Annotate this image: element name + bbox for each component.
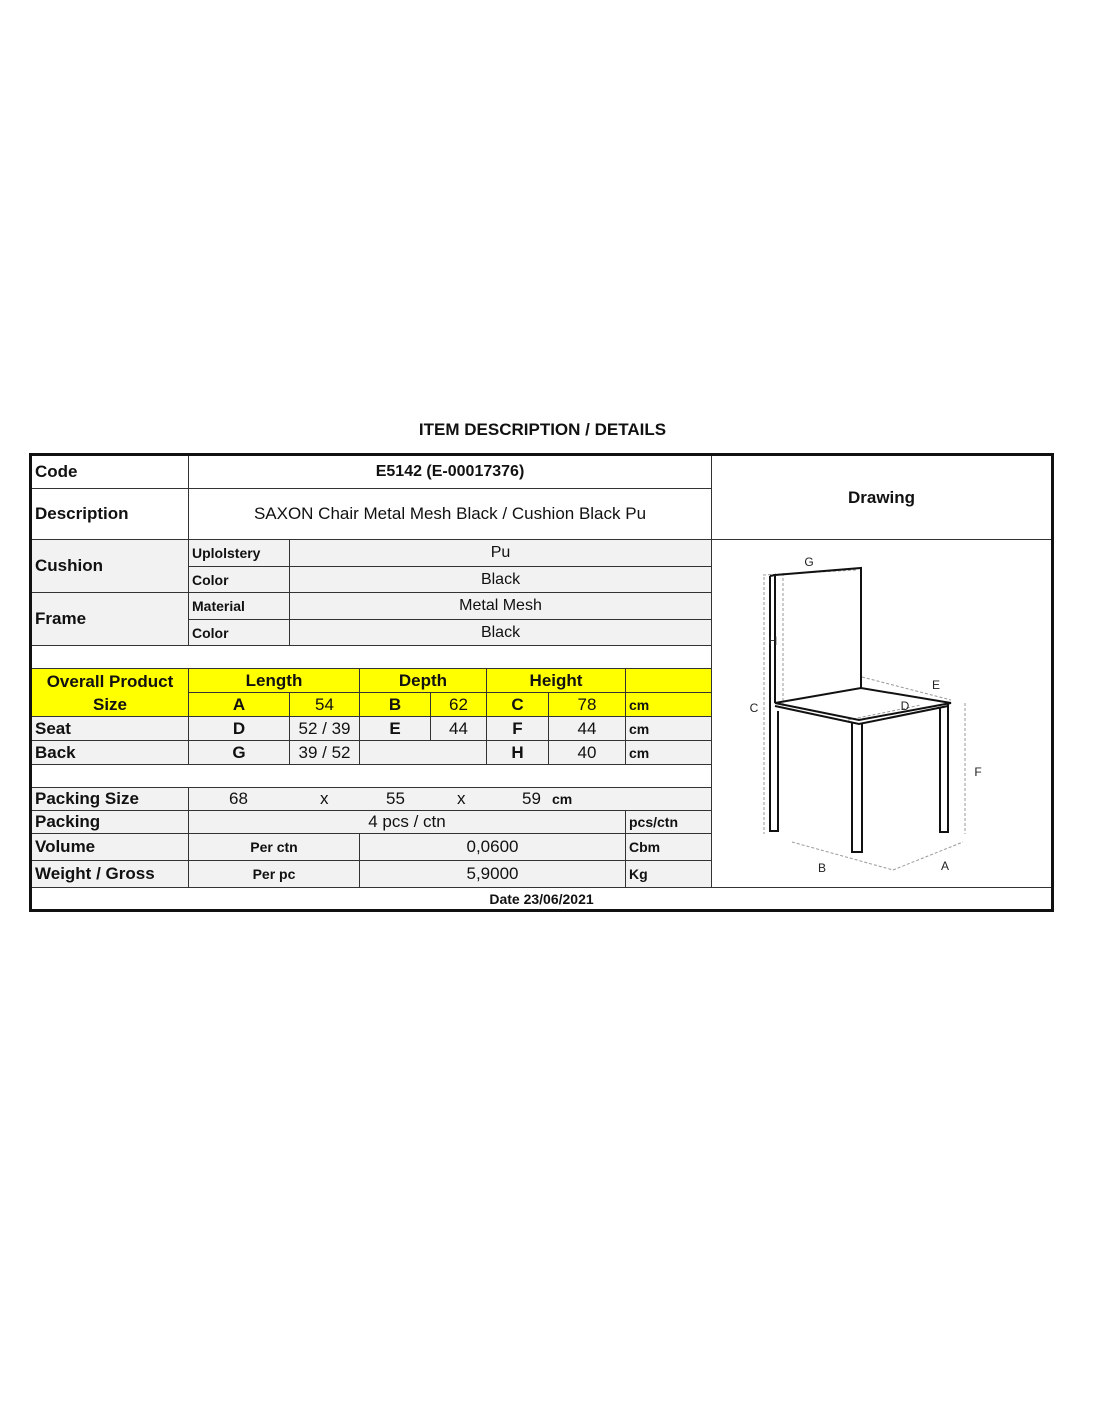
spacer-row-2 — [32, 765, 712, 788]
code-value: E5142 (E-00017376) — [189, 456, 712, 489]
overall-height-value: 78 — [549, 693, 626, 717]
overall-size-label-line2: Size — [92, 694, 128, 714]
overall-depth-key: B — [360, 693, 431, 717]
volume-unit: Cbm — [626, 834, 712, 861]
back-height-value: 40 — [549, 741, 626, 765]
drawing-label-d: D — [900, 699, 910, 713]
date-footer: Date 23/06/2021 — [489, 890, 594, 907]
seat-depth-value: 44 — [431, 717, 487, 741]
back-height-key: H — [487, 741, 549, 765]
drawing-label-a: A — [940, 859, 950, 873]
frame-material-key: Material — [189, 593, 290, 620]
cushion-color-value: Black — [290, 567, 712, 593]
packing-x2: x — [457, 789, 466, 808]
frame-label: Frame — [32, 593, 189, 646]
dim-line-a — [893, 842, 963, 870]
chair-drawing — [712, 540, 1051, 888]
overall-unit: cm — [626, 693, 712, 717]
weight-unit: Kg — [626, 861, 712, 888]
packing-x1: x — [320, 789, 329, 808]
height-header: Height — [487, 669, 626, 693]
frame-color-value: Black — [290, 620, 712, 646]
weight-value: 5,9000 — [360, 861, 626, 888]
overall-size-label — [32, 669, 189, 717]
packing-label: Packing — [32, 811, 189, 834]
document-title: ITEM DESCRIPTION / DETAILS — [418, 420, 667, 439]
overall-depth-value: 62 — [431, 693, 487, 717]
drawing-label-g: G — [804, 555, 814, 569]
overall-length-key: A — [189, 693, 290, 717]
depth-header: Depth — [360, 669, 487, 693]
seat-unit: cm — [626, 717, 712, 741]
frame-material-value: Metal Mesh — [290, 593, 712, 620]
cushion-upholstery-key: Uplolstery — [189, 540, 290, 567]
seat-depth-key: E — [360, 717, 431, 741]
volume-label: Volume — [32, 834, 189, 861]
drawing-label-e: E — [931, 678, 941, 692]
cushion-upholstery-value: Pu — [290, 540, 712, 567]
packing-value: 4 pcs / ctn — [189, 811, 626, 834]
drawing-label-f: F — [974, 765, 982, 779]
spacer-row — [32, 646, 712, 669]
packing-height: 59 — [522, 789, 541, 808]
overall-height-key: C — [487, 693, 549, 717]
back-length-key: G — [189, 741, 290, 765]
item-details-table — [29, 453, 1054, 912]
drawing-header: Drawing — [712, 456, 1051, 540]
cushion-label: Cushion — [32, 540, 189, 593]
volume-value: 0,0600 — [360, 834, 626, 861]
description-label: Description — [32, 489, 189, 540]
back-unit: cm — [626, 741, 712, 765]
dim-line-d — [848, 705, 921, 720]
weight-label: Weight / Gross — [32, 861, 189, 888]
back-length-value: 39 / 52 — [290, 741, 360, 765]
cushion-color-key: Color — [189, 567, 290, 593]
seat-height-key: F — [487, 717, 549, 741]
seat-label: Seat — [32, 717, 189, 741]
seat-length-value: 52 / 39 — [290, 717, 360, 741]
packing-width: 55 — [386, 789, 405, 808]
overall-length-value: 54 — [290, 693, 360, 717]
seat-height-value: 44 — [549, 717, 626, 741]
frame-color-key: Color — [189, 620, 290, 646]
volume-basis: Per ctn — [189, 834, 360, 861]
packing-size-value — [189, 788, 712, 811]
drawing-label-c: C — [749, 701, 759, 715]
packing-length: 68 — [229, 789, 248, 808]
dim-line-b — [792, 842, 893, 870]
overall-size-label-line1: Overall Product — [46, 671, 174, 691]
length-header: Length — [189, 669, 360, 693]
weight-basis: Per pc — [189, 861, 360, 888]
unit-header — [626, 669, 712, 693]
packing-size-unit: cm — [552, 791, 573, 807]
back-label: Back — [32, 741, 189, 765]
drawing-cell — [712, 540, 1051, 888]
code-label: Code — [32, 456, 189, 489]
description-value: SAXON Chair Metal Mesh Black / Cushion Black Pu — [189, 489, 712, 540]
drawing-label-b: B — [817, 861, 827, 875]
packing-size-label: Packing Size — [32, 788, 189, 811]
chair-outline — [770, 568, 951, 852]
back-depth-empty — [360, 741, 487, 765]
drawing-label-h: H — [768, 634, 778, 648]
packing-unit: pcs/ctn — [626, 811, 712, 834]
seat-length-key: D — [189, 717, 290, 741]
